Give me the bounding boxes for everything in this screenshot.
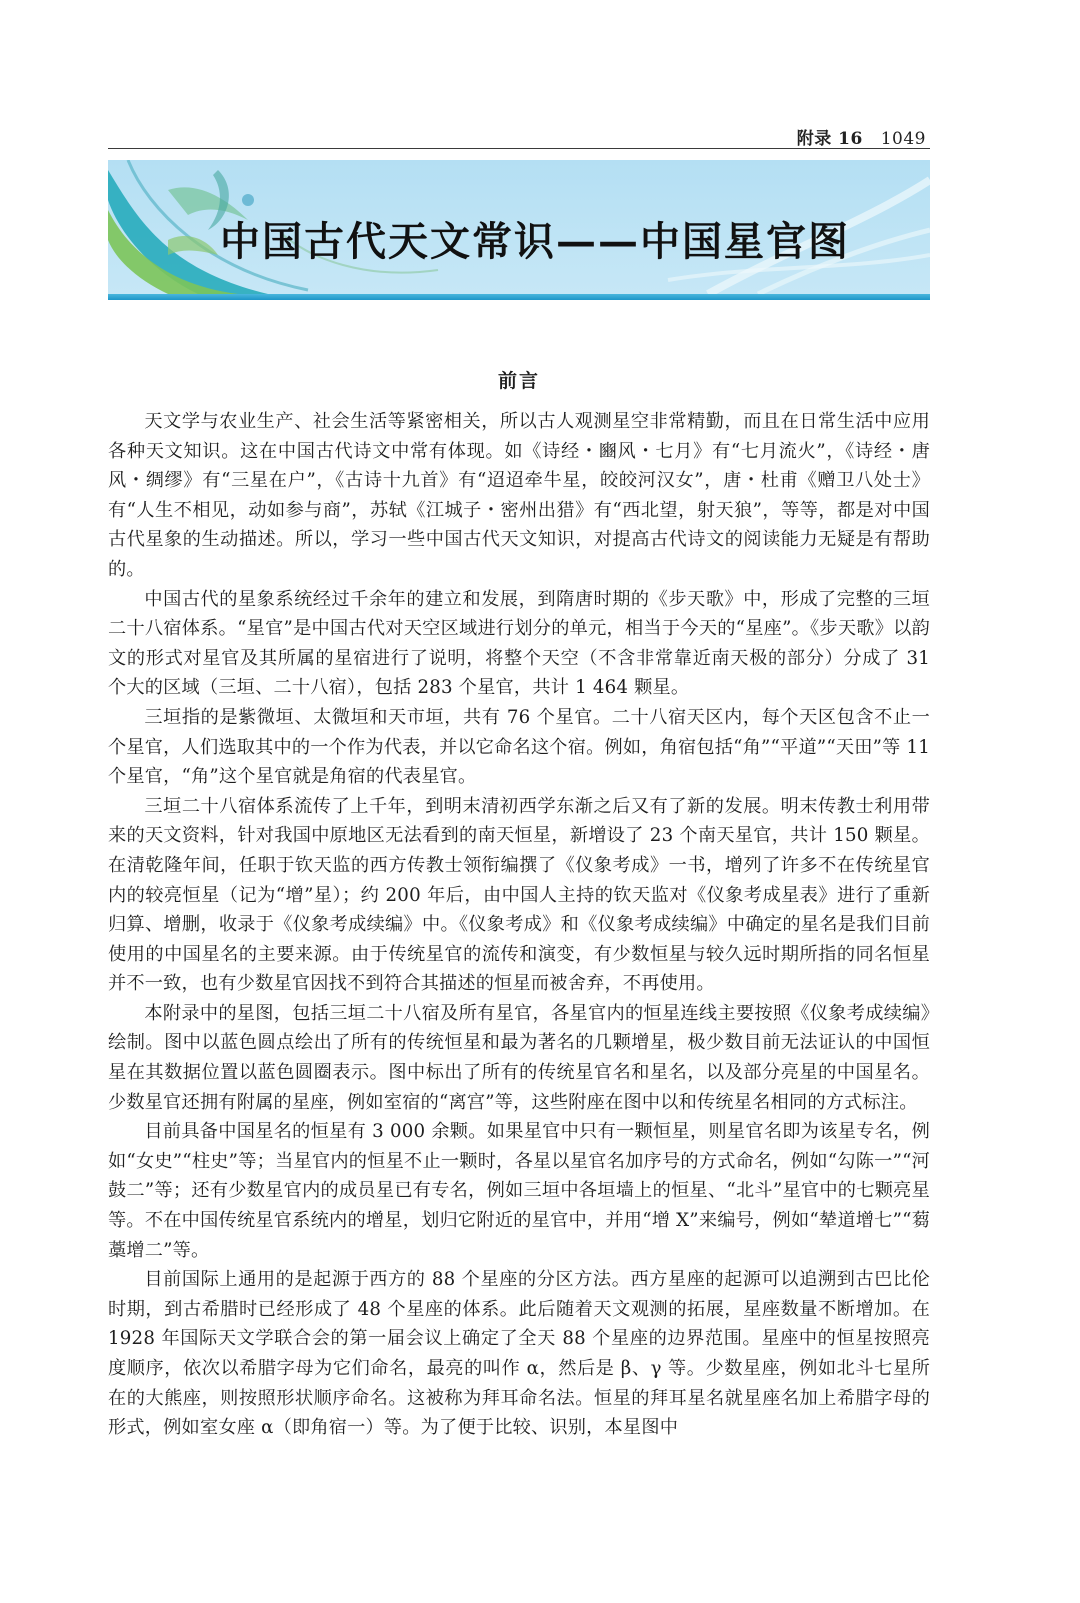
paragraph: 三垣二十八宿体系流传了上千年，到明末清初西学东渐之后又有了新的发展。明末传教士利用带来的天文资料，针对我国中原地区无法看到的南天恒星，新增设了 23 个南天星官，共计 150 颗星。在清乾隆年间，任职于钦天监的西方传教士领衔编撰了《仪象考成》一书，增列了许多不在传统星官内的较亮恒星（记为“增”星）；约 200 年后，由中国人主持的钦天监对《仪象考成星表》进行了重新归算、增删，收录于《仪象考成续编》中。《仪象考成》和《仪象考成续编》中确定的星名是我们目前使用的中国星名的主要来源。由于传统星官的流传和演变，有少数恒星与较久远时期所指的同名恒星并不一致，也有少数星官因找不到符合其描述的恒星而被舍弃，不再使用。 (108, 795, 930, 995)
paragraph: 目前具备中国星名的恒星有 3 000 余颗。如果星官中只有一颗恒星，则星官名即为该星专名，例如“女史”“柱史”等；当星官内的恒星不止一颗时，各星以星官名加序号的方式命名，例如“勾陈一”“河鼓二”等；还有少数星官内的成员星已有专名，例如三垣中各垣墙上的恒星、“北斗”星官中的七颗亮星等。不在中国传统星官系统内的增星，划归它附近的星官中，并用“增 X”来编号，例如“辇道增七”“蒭藁增二”等。 (108, 1121, 930, 1261)
paragraph: 三垣指的是紫微垣、太微垣和天市垣，共有 76 个星官。二十八宿天区内，每个天区包含不止一个星官，人们选取其中的一个作为代表，并以它命名这个宿。例如，角宿包括“角”“平道”“天田”等 11 个星官，“角”这个星官就是角宿的代表星官。 (108, 706, 931, 788)
paragraph: 目前国际上通用的是起源于西方的 88 个星座的分区方法。西方星座的起源可以追溯到古巴比伦时期，到古希腊时已经形成了 48 个星座的体系。此后随着天文观测的拓展，星座数量不断增加。在 1928 年国际天文学联合会的第一届会议上确定了全天 88 个星座的边界范围。星座中的恒星按照亮度顺序，依次以希腊字母为它们命名，最亮的叫作 α，然后是 β、γ 等。少数星座，例如北斗七星所在的大熊座，则按照形状顺序命名。这被称为拜耳命名法。恒星的拜耳星名就星座名加上希腊字母的形式，例如室女座 α（即角宿一）等。为了便于比较、识别，本星图中 (108, 1269, 930, 1439)
running-head (797, 124, 926, 149)
main-content (108, 366, 930, 1443)
section-title: 前言 (497, 370, 540, 392)
appendix-label: 附录 16 (796, 129, 863, 149)
paragraph: 天文学与农业生产、社会生活等紧密相关，所以古人观测星空非常精勤，而且在日常生活中应用各种天文知识。这在中国古代诗文中常有体现。如《诗经・豳风・七月》有“七月流火”，《诗经・唐风・绸缪》有“三星在户”，《古诗十九首》有“迢迢牵牛星，皎皎河汉女”，唐・杜甫《赠卫八处士》有“人生不相见，动如参与商”，苏轼《江城子・密州出猎》有“西北望，射天狼”，等等，都是对中国古代星象的生动描述。所以，学习一些中国古代天文知识，对提高古代诗文的阅读能力无疑是有帮助的。 (108, 411, 930, 580)
title-banner (108, 160, 930, 294)
page-header (108, 118, 930, 149)
page-title: 中国古代天文常识——中国星官图 (220, 218, 850, 265)
banner-bottom-bar (108, 294, 930, 300)
paragraph: 中国古代的星象系统经过千余年的建立和发展，到隋唐时期的《步天歌》中，形成了完整的三垣二十八宿体系。“星官”是中国古代对天空区域进行划分的单元，相当于今天的“星座”。《步天歌》以韵文的形式对星官及其所属的星宿进行了说明，将整个天空（不含非常靠近南天极的部分）分成了 31 个大的区域（三垣、二十八宿），包括 283 个星官，共计 1 464 颗星。 (108, 588, 930, 699)
page-number: 1049 (880, 129, 926, 149)
paragraph: 本附录中的星图，包括三垣二十八宿及所有星官，各星官内的恒星连线主要按照《仪象考成续编》绘制。图中以蓝色圆点绘出了所有的传统恒星和最为著名的几颗增星，极少数目前无法证认的中国恒星在其数据位置以蓝色圆圈表示。图中标出了所有的传统星官名和星名，以及部分亮星的中国星名。少数星官还拥有附属的星座，例如室宿的“离宫”等，这些附座在图中以和传统星名相同的方式标注。 (108, 1002, 930, 1113)
